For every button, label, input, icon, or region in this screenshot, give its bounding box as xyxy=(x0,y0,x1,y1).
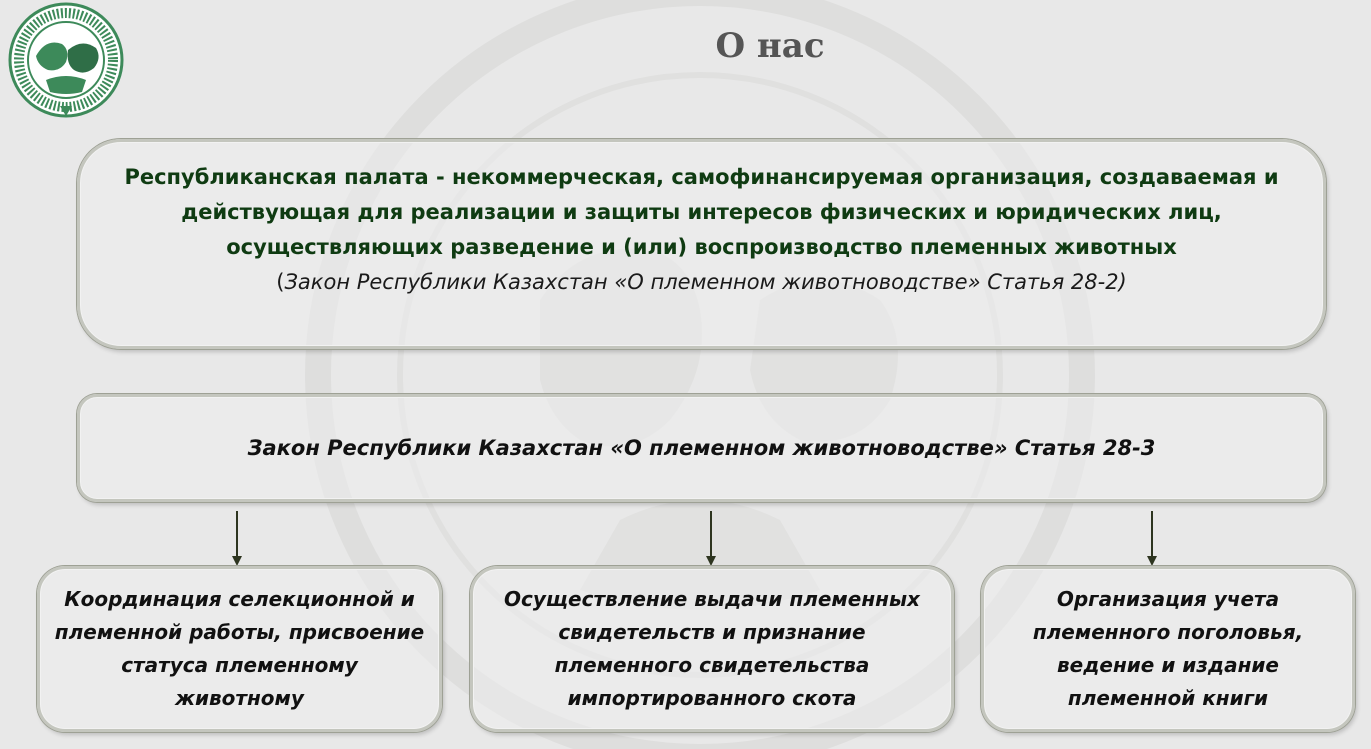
definition-box xyxy=(77,139,1326,349)
law-article-box xyxy=(77,394,1326,502)
function-text: Организация учета племенного поголовья, ведение и издание племенной книги xyxy=(1032,587,1304,710)
function-text: Координация селекционной и племенной работы, присвоение статуса племенному животному xyxy=(54,587,425,710)
function-box-herd-book xyxy=(981,566,1355,732)
function-box-coordination xyxy=(37,566,442,732)
definition-source xyxy=(100,265,1303,300)
function-text: Осуществление выдачи племенных свидетельств и признание племенного свидетельства импортированного скота xyxy=(504,587,920,710)
page-title: О нас xyxy=(715,26,825,66)
function-box-certificates xyxy=(470,566,954,732)
law-article-text: Закон Республики Казахстан «О племенном животноводстве» Статья 28-3 xyxy=(247,436,1156,460)
source-citation: Закон Республики Казахстан «О племенном животноводстве» Статья 28-2) xyxy=(284,270,1127,294)
source-open-paren: ( xyxy=(276,270,285,294)
arrow-down-icon xyxy=(1147,511,1157,566)
chamber-logo-icon xyxy=(2,2,130,122)
definition-text: Республиканская палата - некоммерческая, самофинансируемая организация, создаваемая и действующая для реализации и защиты интересов физических и юридических лиц, осуществляющих разведение и (или) воспроизводство племенных животных xyxy=(124,165,1279,259)
arrow-down-icon xyxy=(232,511,242,566)
